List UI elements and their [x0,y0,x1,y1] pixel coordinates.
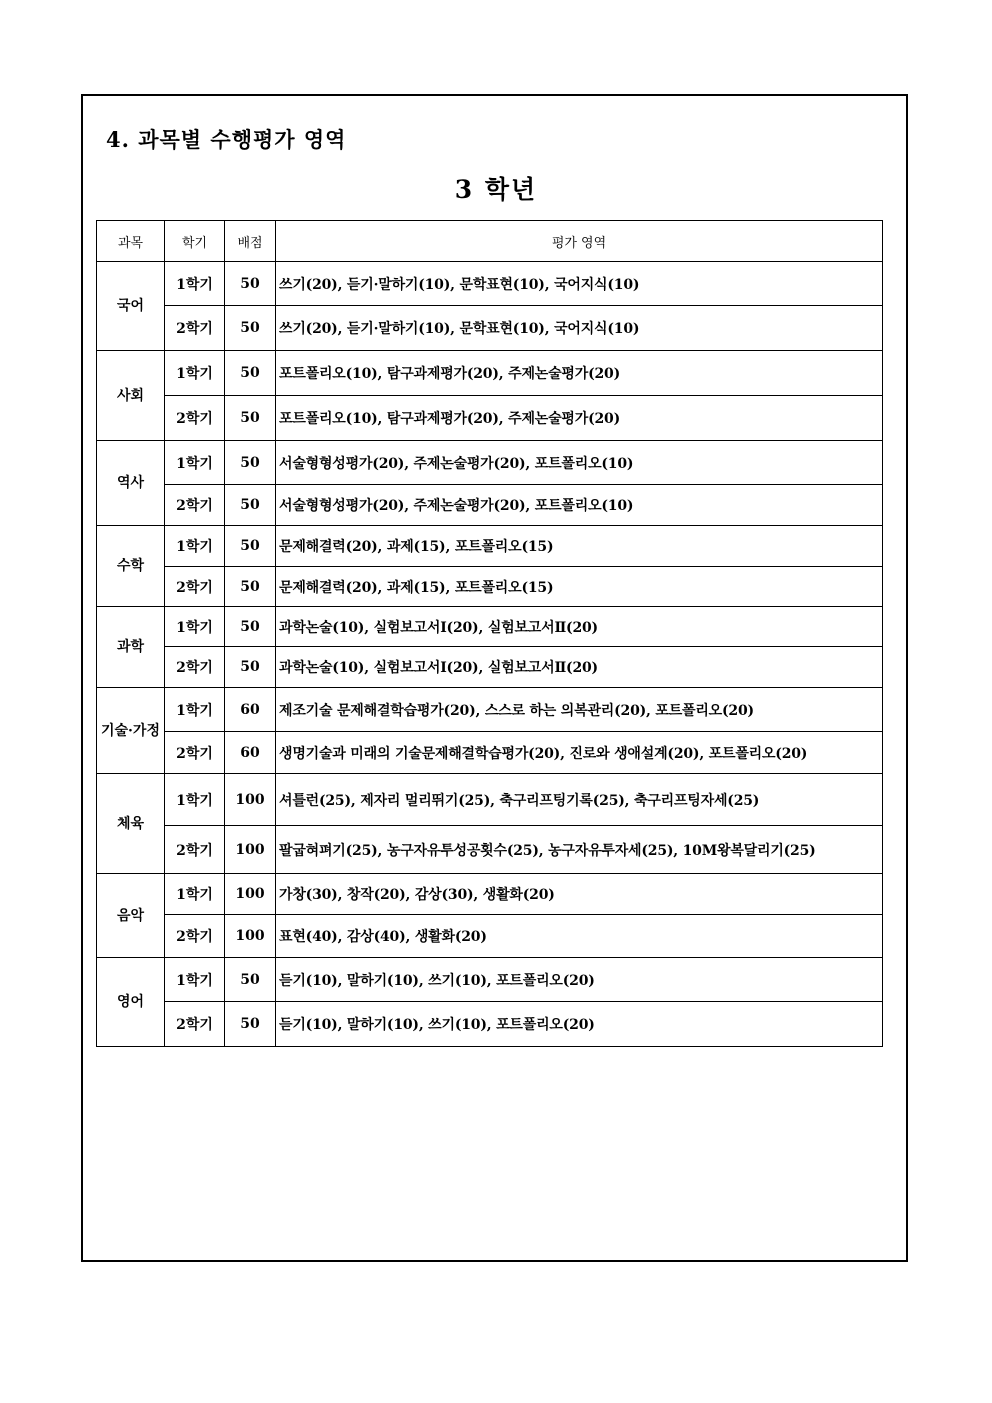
area-cell: 가창(30), 창작(20), 감상(30), 생활화(20) [276,874,883,915]
points-cell: 50 [225,607,276,647]
area-cell: 표현(40), 감상(40), 생활화(20) [276,915,883,958]
assessment-table [96,220,883,1047]
points-cell: 50 [225,958,276,1002]
area-cell: 제조기술 문제해결학습평가(20), 스스로 하는 의복관리(20), 포트폴리오(20) [276,688,883,732]
table-row [97,485,883,526]
area-cell: 생명기술과 미래의 기술문제해결학습평가(20), 진로와 생애설계(20), 포트폴리오(20) [276,732,883,774]
header-semester: 학기 [165,221,225,262]
area-cell: 서술형형성평가(20), 주제논술평가(20), 포트폴리오(10) [276,441,883,485]
semester-cell: 2학기 [165,1002,225,1047]
grade-title: 3 학년 [454,175,538,204]
area-cell: 포트폴리오(10), 탐구과제평가(20), 주제논술평가(20) [276,351,883,396]
area-cell: 서술형형성평가(20), 주제논술평가(20), 포트폴리오(10) [276,485,883,526]
semester-cell: 1학기 [165,262,225,306]
semester-cell: 1학기 [165,958,225,1002]
points-cell: 50 [225,485,276,526]
semester-cell: 2학기 [165,306,225,351]
section-heading: 4. 과목별 수행평가 영역 [106,127,347,152]
table-row [97,774,883,826]
points-cell: 50 [225,351,276,396]
points-cell: 50 [225,567,276,607]
table-row [97,958,883,1002]
points-cell: 100 [225,915,276,958]
points-cell: 50 [225,647,276,688]
points-cell: 60 [225,732,276,774]
area-cell: 셔틀런(25), 제자리 멀리뛰기(25), 축구리프팅기록(25), 축구리프팅자세(25) [276,774,883,826]
points-cell: 50 [225,441,276,485]
semester-cell: 1학기 [165,874,225,915]
area-cell: 쓰기(20), 듣기·말하기(10), 문학표현(10), 국어지식(10) [276,262,883,306]
points-cell: 50 [225,396,276,441]
table-row [97,567,883,607]
subject-cell: 음악 [97,874,165,958]
subject-cell: 과학 [97,607,165,688]
area-cell: 듣기(10), 말하기(10), 쓰기(10), 포트폴리오(20) [276,958,883,1002]
table-row [97,874,883,915]
table-row [97,351,883,396]
semester-cell: 2학기 [165,567,225,607]
area-cell: 팔굽혀펴기(25), 농구자유투성공횟수(25), 농구자유투자세(25), 10M왕복달리기(25) [276,826,883,874]
table-row [97,732,883,774]
header-area: 평가 영역 [276,221,883,262]
semester-cell: 1학기 [165,688,225,732]
subject-cell: 기술·가정 [97,688,165,774]
points-cell: 60 [225,688,276,732]
area-cell: 포트폴리오(10), 탐구과제평가(20), 주제논술평가(20) [276,396,883,441]
semester-cell: 2학기 [165,732,225,774]
semester-cell: 2학기 [165,915,225,958]
semester-cell: 1학기 [165,607,225,647]
points-cell: 50 [225,262,276,306]
area-cell: 문제해결력(20), 과제(15), 포트폴리오(15) [276,567,883,607]
points-cell: 50 [225,1002,276,1047]
table-row [97,441,883,485]
points-cell: 100 [225,874,276,915]
subject-cell: 영어 [97,958,165,1047]
table-row [97,607,883,647]
table-header-row [97,221,883,262]
area-cell: 듣기(10), 말하기(10), 쓰기(10), 포트폴리오(20) [276,1002,883,1047]
table-row [97,396,883,441]
semester-cell: 1학기 [165,774,225,826]
semester-cell: 2학기 [165,826,225,874]
points-cell: 100 [225,774,276,826]
subject-cell: 역사 [97,441,165,526]
subject-cell: 수학 [97,526,165,607]
semester-cell: 1학기 [165,441,225,485]
subject-cell: 사회 [97,351,165,441]
semester-cell: 1학기 [165,351,225,396]
table-row [97,1002,883,1047]
table-row [97,306,883,351]
table-row [97,262,883,306]
table-row [97,915,883,958]
semester-cell: 2학기 [165,485,225,526]
semester-cell: 2학기 [165,647,225,688]
points-cell: 50 [225,526,276,567]
points-cell: 100 [225,826,276,874]
table-row [97,826,883,874]
table-row [97,647,883,688]
area-cell: 과학논술(10), 실험보고서Ⅰ(20), 실험보고서Ⅱ(20) [276,647,883,688]
header-points: 배점 [225,221,276,262]
area-cell: 쓰기(20), 듣기·말하기(10), 문학표현(10), 국어지식(10) [276,306,883,351]
subject-cell: 국어 [97,262,165,351]
semester-cell: 2학기 [165,396,225,441]
table-body [97,262,883,1047]
table-row [97,526,883,567]
subject-cell: 체육 [97,774,165,874]
table-row [97,688,883,732]
semester-cell: 1학기 [165,526,225,567]
area-cell: 과학논술(10), 실험보고서Ⅰ(20), 실험보고서Ⅱ(20) [276,607,883,647]
header-subject: 과목 [97,221,165,262]
area-cell: 문제해결력(20), 과제(15), 포트폴리오(15) [276,526,883,567]
points-cell: 50 [225,306,276,351]
